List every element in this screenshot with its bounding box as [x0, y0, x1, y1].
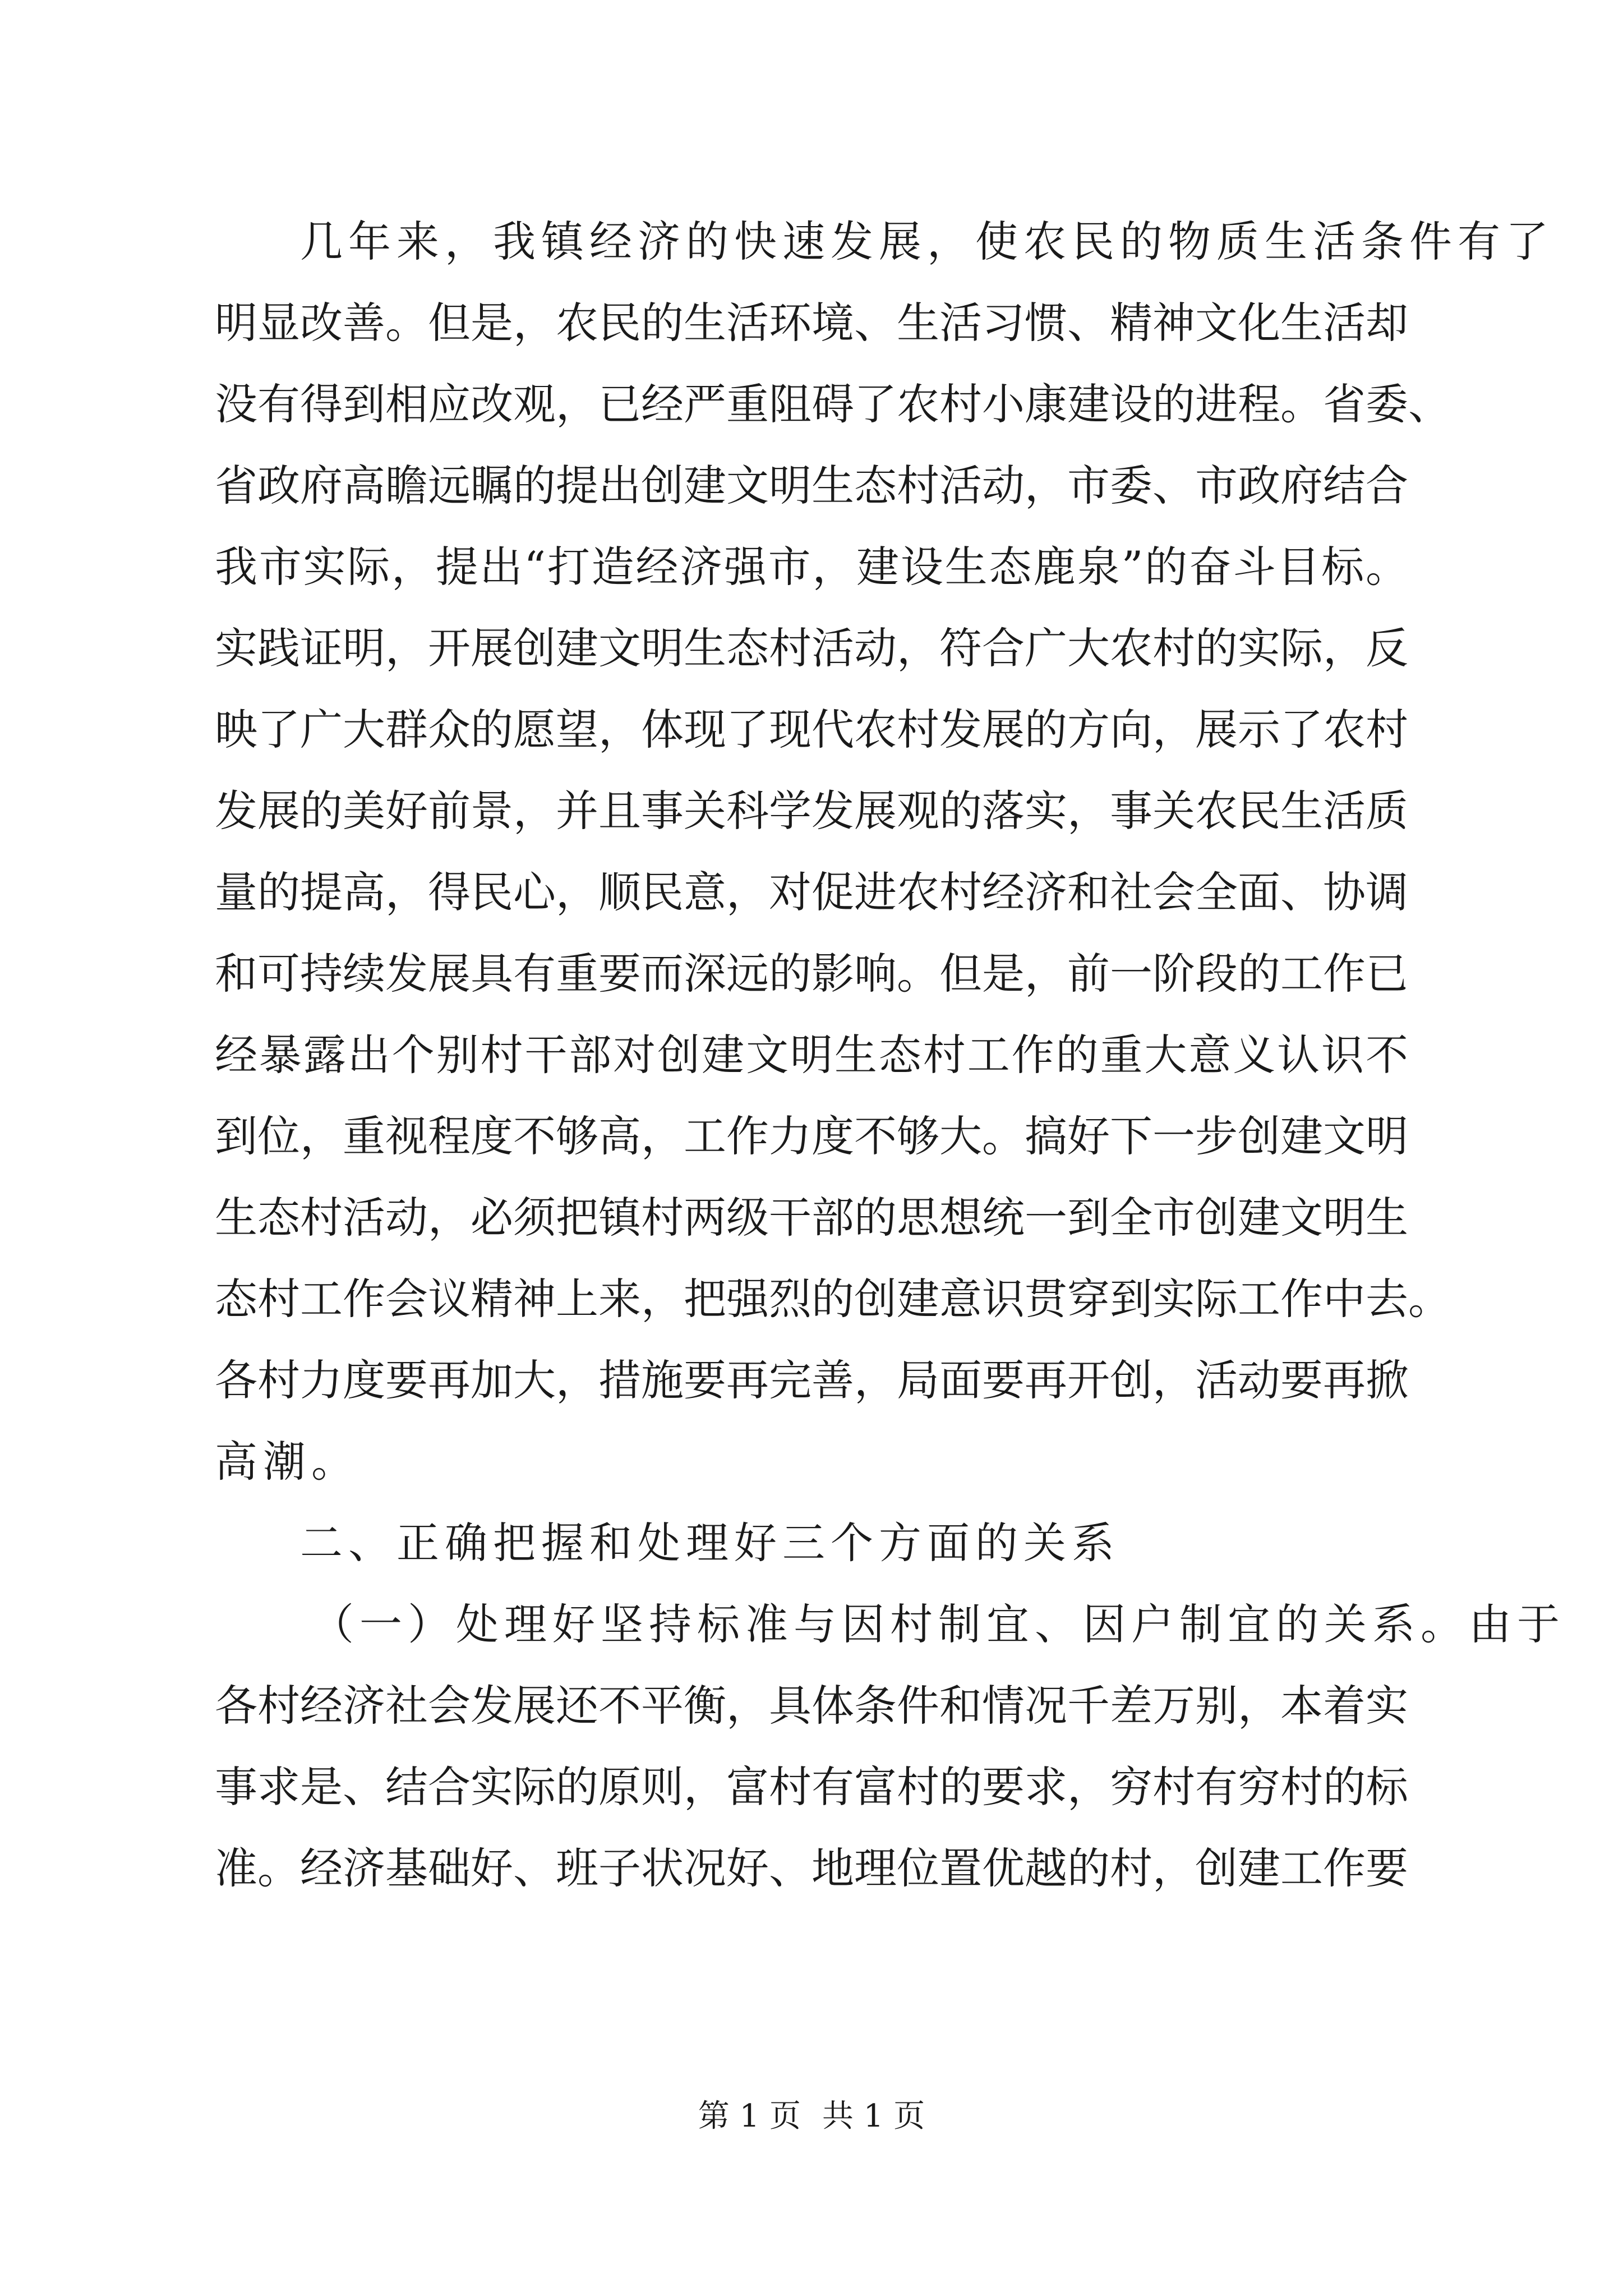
paragraph-line: 准。经济基础好、班子状况好、地理位置优越的村，创建工作要 [215, 1843, 1408, 1893]
document-body [215, 201, 1565, 1909]
section-heading: 二、正确把握和处理好三个方面的关系 [300, 1518, 1120, 1568]
paragraph-line: 省政府高瞻远瞩的提出创建文明生态村活动，市委、市政府结合 [215, 461, 1408, 510]
page-number-label: 第 1 页 [698, 2098, 801, 2134]
paragraph-line: 没有得到相应改观，已经严重阻碍了农村小康建设的进程。省委、 [215, 379, 1451, 429]
paragraph-line: 几年来，我镇经济的快速发展，使农民的物质生活条件有了 [300, 217, 1554, 266]
paragraph-line: 量的提高，得民心，顺民意，对促进农村经济和社会全面、协调 [215, 867, 1408, 917]
paragraph-line: 生态村活动，必须把镇村两级干部的思想统一到全市创建文明生 [215, 1193, 1408, 1243]
paragraph-line: 到位，重视程度不够高，工作力度不够大。搞好下一步创建文明 [215, 1111, 1408, 1161]
paragraph-line: 映了广大群众的愿望，体现了现代农村发展的方向，展示了农村 [215, 705, 1408, 754]
paragraph-line: 经暴露出个别村干部对创建文明生态村工作的重大意义认识不 [215, 1030, 1408, 1080]
paragraph-line: 各村力度要再加大，措施要再完善，局面要再开创，活动要再掀 [215, 1355, 1408, 1405]
page-footer [0, 2097, 1623, 2136]
paragraph-line: 明显改善。但是，农民的生活环境、生活习惯、精神文化生活却 [215, 298, 1408, 348]
paragraph-line: 发展的美好前景，并且事关科学发展观的落实，事关农民生活质 [215, 786, 1408, 836]
paragraph-line: 和可持续发展具有重要而深远的影响。但是，前一阶段的工作已 [215, 949, 1408, 999]
paragraph-line: 我市实际，提出“打造经济强市，建设生态鹿泉”的奋斗目标。 [215, 542, 1408, 592]
page-total-label: 共 1 页 [822, 2098, 925, 2134]
paragraph-line: 各村经济社会发展还不平衡，具体条件和情况千差万别，本着实 [215, 1681, 1408, 1731]
paragraph-line: 高潮。 [215, 1437, 359, 1487]
paragraph-line: 实践证明，开展创建文明生态村活动，符合广大农村的实际，反 [215, 623, 1408, 673]
paragraph-line: （一）处理好坚持标准与因村制宜、因户制宜的关系。由于 [311, 1599, 1565, 1649]
paragraph-line: 事求是、结合实际的原则，富村有富村的要求，穷村有穷村的标 [215, 1762, 1408, 1812]
paragraph-line: 态村工作会议精神上来，把强烈的创建意识贯穿到实际工作中去。 [215, 1274, 1451, 1324]
